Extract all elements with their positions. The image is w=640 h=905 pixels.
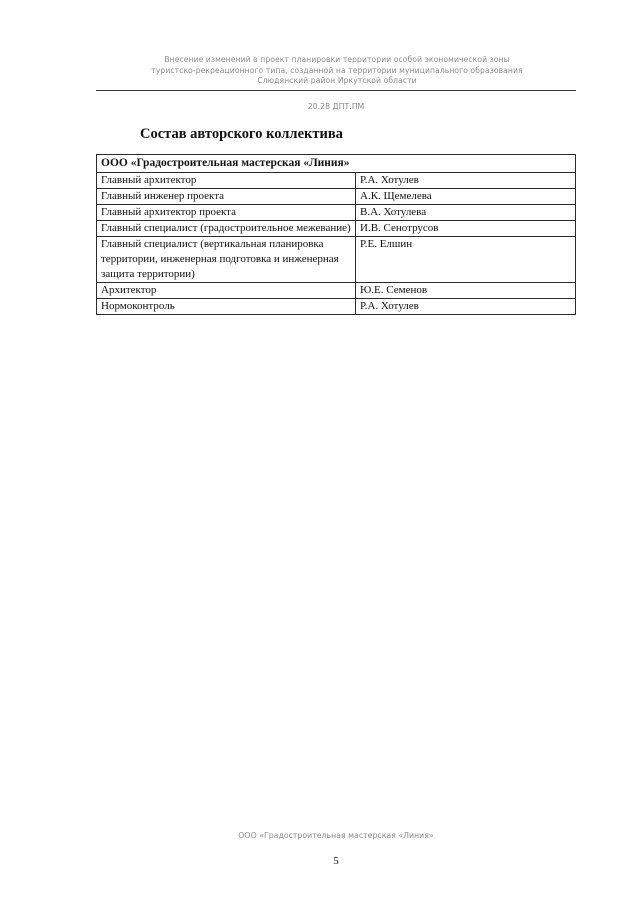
- table-row: [97, 237, 576, 283]
- role-cell: Главный архитектор проекта: [97, 205, 356, 221]
- page-number: 5: [333, 855, 339, 867]
- name-cell: И.В. Сенотрусов: [356, 221, 576, 237]
- table-row: [97, 299, 576, 315]
- role-cell: Главный специалист (градостроительное межевание): [97, 221, 356, 237]
- organization-name: ООО «Градостроительная мастерская «Линия»: [97, 155, 576, 173]
- table-row: [97, 173, 576, 189]
- document-code: 20.28 ДПТ.ПМ: [307, 102, 365, 111]
- role-cell: Главный инженер проекта: [97, 189, 356, 205]
- name-cell: Р.Е. Елшин: [356, 237, 576, 283]
- table-header-row: [97, 155, 576, 173]
- name-cell: Ю.Е. Семенов: [356, 283, 576, 299]
- document-header: [98, 55, 576, 87]
- role-cell: Главный архитектор: [97, 173, 356, 189]
- table-row: [97, 221, 576, 237]
- role-cell: Главный специалист (вертикальная планировка территории, инженерная подготовка и инженерная защита территории): [97, 237, 356, 283]
- section-title: Состав авторского коллектива: [140, 126, 343, 142]
- role-cell: Архитектор: [97, 283, 356, 299]
- table-row: [97, 189, 576, 205]
- name-cell: А.К. Щемелева: [356, 189, 576, 205]
- name-cell: В.А. Хотулева: [356, 205, 576, 221]
- table-row: [97, 205, 576, 221]
- header-line-2: туристско-рекреационного типа, созданной на территории муниципального образования: [151, 65, 523, 75]
- header-line-1: Внесение изменений в проект планировки территории особой экономической зоны: [164, 55, 510, 64]
- header-line-3: Слюдянский район Иркутской области: [257, 76, 417, 85]
- authors-table: [96, 154, 576, 315]
- role-cell: Нормоконтроль: [97, 299, 356, 315]
- table-row: [97, 283, 576, 299]
- name-cell: Р.А. Хотулев: [356, 299, 576, 315]
- name-cell: Р.А. Хотулев: [356, 173, 576, 189]
- header-divider: [96, 90, 576, 91]
- document-footer: ООО «Градостроительная мастерская «Линия»: [238, 831, 434, 840]
